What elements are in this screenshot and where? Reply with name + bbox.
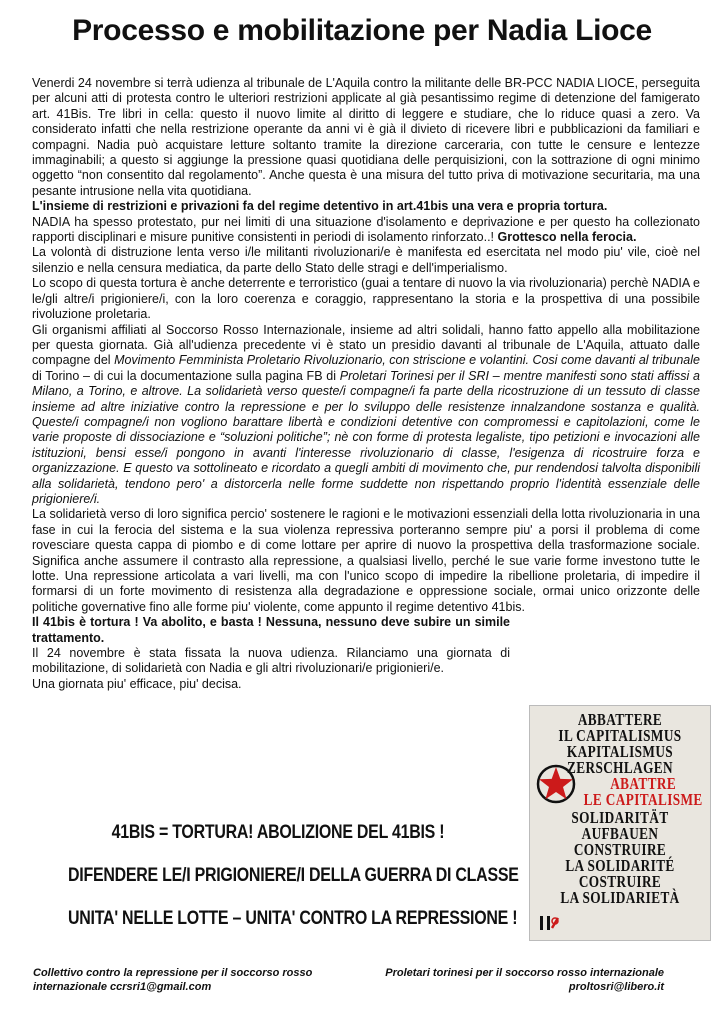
footer-left-line-1: Collettivo contro la repressione per il soccorso rosso <box>33 967 313 979</box>
poster-line-12: LA SOLIDARIETÀ <box>560 888 680 907</box>
poster-line-3: KAPITALISMUS <box>566 742 674 761</box>
article-body <box>32 76 700 692</box>
poster-line-9: CONSTRUIRE <box>573 840 667 859</box>
paragraph-3 <box>32 215 700 246</box>
paragraph-10: Una giornata piu' efficace, piu' decisa. <box>32 676 242 691</box>
paragraph-1: Venerdi 24 novembre si terrà udienza al tribunale de L'Aquila contro la militante delle BR-PCC NADIA LIOCE, perseguita per alcuni atti di protesta contro le ulteriori restrizioni applicate al già pesantissimo regime di detenzione del famigerato art. 41Bis. Tre libri in cella: questo il nuovo limite al diritto di leggere e studiare, che lo riduce quasi a zero. Va considerato infatti che nella restrizione operante da anni vi è già il divieto di ricevere libri e pubblicazioni da familiari e compagni. Nadia può acquistare letture soltanto tramite la direzione carceraria, con tutte le censure e lentezze immaginabili; a questo si aggiunge la pressione quasi quotidiana delle perquisizioni, con la sottrazione di ogni minimo oggetto “non consentito dal regolamento”. Anche questa è una misura del tutto priva di motivazione securitaria, ma una pesante intrusione nella vita quotidiana. <box>32 76 700 198</box>
footer-left-email[interactable]: internazionale ccrsri1@gmail.com <box>33 981 212 993</box>
slogan-2: DIFENDERE LE/I PRIGIONIERE/I DELLA GUERRA DI CLASSE <box>68 865 519 886</box>
slogan-1: 41BIS = TORTURA! ABOLIZIONE DEL 41BIS ! <box>111 822 445 843</box>
paragraph-2-bold: L'insieme di restrizioni e privazioni fa del regime detentivo in art.41bis una vera e propria tortura. <box>32 199 608 214</box>
poster-line-1: ABBATTERE <box>577 710 663 729</box>
paragraph-3-text: NADIA ha spesso protestato, pur nei limiti di una situazione d'isolamento e deprivazione e per questo ha collezionato rapporti disciplinari e misure punitive consistenti in periodi di isolamento rinforzato..! <box>32 214 700 245</box>
poster-line-11: COSTRUIRE <box>578 872 662 891</box>
paragraph-7: La solidarietà verso di loro significa percio' sostenere le ragioni e le motivazioni essenziali della lotta rivoluzionaria in una fase in cui la ferocia del sistema e la sua violenza repressiva porteranno sempre piu' a porsi il problema di come rovesciare questa cappa di piombo e di come lottare per aprire di nuovo la prospettiva della trasformazione sociale. Significa anche assumere il contrasto alla repressione, a qualsiasi livello, perché le sue varie forme investono tutte le lotte. Una repressione articolata a vari livelli, ma con l'unico scopo di impedire la ribellione proletaria, di impedire il formarsi di un forte movimento di resistenza alla degradazione e oppressione sociale, ormai unico orizzonte delle politiche governative fino alle forme piu' violente, come appunto il regime detentivo 41bis. <box>32 507 700 614</box>
poster-line-2: IL CAPITALISMUS <box>558 726 682 745</box>
paragraph-8-bold: Il 41bis è tortura ! Va abolito, e basta ! Nessuna, nessuno deve subire un simile trattamento. <box>32 615 510 645</box>
closing-block <box>32 615 510 692</box>
paragraph-6-b: Movimento Femminista Proletario Rivoluzionario, con striscione e volantini. Cosi come davanti al tribunale <box>114 353 700 368</box>
paragraph-3-bold: Grottesco nella ferocia. <box>497 230 637 245</box>
footer-right <box>364 966 664 994</box>
paragraph-9: Il 24 novembre è stata fissata la nuova udienza. Rilanciamo una giornata di mobilitazione, di solidarietà con Nadia e gli altri rivoluzionari/e prigionieri/e. <box>32 646 510 676</box>
footer-left <box>33 966 333 994</box>
paragraph-6-a: Gli organismi affiliati al Soccorso Rosso Internazionale, insieme ad altri solidali, hanno fatto appello alla mobilitazione per questa giornata. Già all'udienza precedente vi è stato un presidio davanti al tribunale de L'Aquila, attuato dalle compagne del <box>32 322 700 368</box>
poster-line-5: ABATTRE <box>610 774 677 793</box>
paragraph-4: La volontà di distruzione lenta verso i/le militanti rivoluzionari/e è manifesta ed esercitata nel modo piu' vile, cioè nel silenzio e nella censura mediatica, da parte dello Stato delle stragi e dell'imperialismo. <box>32 245 700 275</box>
hammer-sickle-logo-icon <box>538 912 560 934</box>
poster-line-8: AUFBAUEN <box>581 824 659 843</box>
slogan-3: UNITA' NELLE LOTTE – UNITA' CONTRO LA REPRESSIONE ! <box>68 908 518 929</box>
poster-line-4: ZERSCHLAGEN <box>567 758 673 777</box>
poster-line-7: SOLIDARITÄT <box>571 808 669 827</box>
slogans <box>28 822 528 951</box>
page-title: Processo e mobilitazione per Nadia Lioce <box>72 14 652 47</box>
poster-image <box>529 705 711 941</box>
poster-line-6: LE CAPITALISME <box>583 790 703 809</box>
poster-line-10: LA SOLIDARITÉ <box>565 856 675 875</box>
footer-right-line-1: Proletari torinesi per il soccorso rosso internazionale <box>385 967 664 979</box>
paragraph-6-c: di Torino – di cui la documentazione sulla pagina FB di <box>32 368 336 383</box>
paragraph-6-d: Proletari Torinesi per il SRI – mentre manifesti sono stati affissi a Milano, a Torino, e altrove. La solidarietà verso queste/i compagne/i fa parte della ricostruzione di un tessuto di classe insieme ad altre iniziative contro la repressione e per lo sviluppo delle resistenze innalzandone sostanza e qualità. Queste/i compagne/i non vogliono barattare libertà e condizioni detentive con compromessi e capitolazioni, come le varie proposte di dissociazione e “soluzioni politiche”; nè con forme di protesta legaliste, tipo petizioni e invocazioni alle istituzioni, bensi esse/i pongono in avanti l'interesse rivoluzionario di classe, l'esigenza di ricostruire forza e organizzazione. E questo va sottolineato e ricordato a quegli ambiti di movimento che, pur rendendosi talvolta disponibili alla solidarietà, tendono pero' a distorcerla nelle forme suddette non rispettando proprio l'identità essenziale delle prigioniere/i. <box>32 368 700 506</box>
paragraph-5: Lo scopo di questa tortura è anche deterrente e terroristico (guai a tentare di nuovo la via rivoluzionaria) perchè NADIA e le/gli altre/i prigioniere/i, con la loro coerenza e coraggio, rappresentano la storia e la prospettiva di una possibile rivoluzione proletaria. <box>32 276 700 322</box>
red-star-icon <box>536 764 576 804</box>
footer-right-email[interactable]: proltosri@libero.it <box>568 981 664 993</box>
paragraph-6 <box>32 323 700 508</box>
